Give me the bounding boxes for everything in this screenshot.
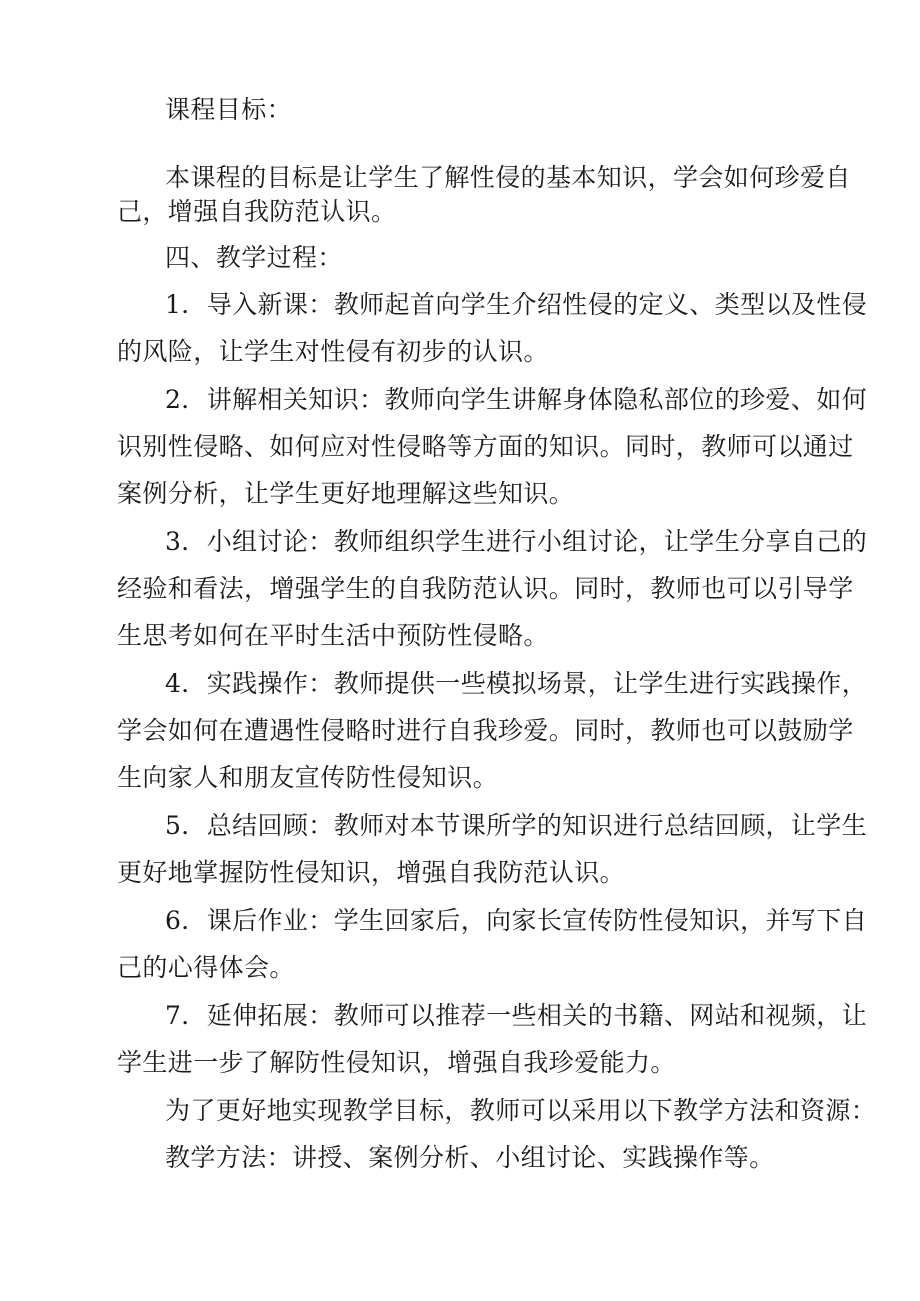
step-6-line: 6．课后作业：学生回家后，向家长宣传防性侵知识，并写下自 — [165, 906, 868, 935]
goal-paragraph-line: 本课程的目标是让学生了解性侵的基本知识，学会如何珍爱自 — [165, 163, 851, 192]
step-3-line: 生思考如何在平时生活中预防性侵略。 — [117, 621, 549, 650]
methods-intro: 为了更好地实现教学目标，教师可以采用以下教学方法和资源： — [165, 1096, 877, 1125]
heading-course-goal: 课程目标： — [165, 95, 293, 124]
goal-paragraph-line: 己，增强自我防范认识。 — [117, 197, 397, 226]
step-1-line: 1．导入新课：教师起首向学生介绍性侵的定义、类型以及性侵 — [165, 290, 868, 319]
step-4-line: 生向家人和朋友宣传防性侵知识。 — [117, 763, 499, 792]
step-6-line: 己的心得体会。 — [117, 953, 295, 982]
step-2-line: 案例分析，让学生更好地理解这些知识。 — [117, 479, 575, 508]
step-7-line: 7．延伸拓展：教师可以推荐一些相关的书籍、网站和视频，让 — [165, 1001, 868, 1030]
step-5-line: 更好地掌握防性侵知识，增强自我防范认识。 — [117, 858, 626, 887]
step-2-line: 2．讲解相关知识：教师向学生讲解身体隐私部位的珍爱、如何 — [165, 385, 868, 414]
step-3-line: 经验和看法，增强学生的自我防范认识。同时，教师也可以引导学 — [117, 574, 854, 603]
step-4-line: 学会如何在遭遇性侵略时进行自我珍爱。同时，教师也可以鼓励学 — [117, 716, 854, 745]
step-7-line: 学生进一步了解防性侵知识，增强自我珍爱能力。 — [117, 1048, 676, 1077]
step-5-line: 5．总结回顾：教师对本节课所学的知识进行总结回顾，让学生 — [165, 811, 868, 840]
step-2-line: 识别性侵略、如何应对性侵略等方面的知识。同时，教师可以通过 — [117, 432, 854, 461]
methods-list: 教学方法：讲授、案例分析、小组讨论、实践操作等。 — [165, 1143, 775, 1172]
step-1-line: 的风险，让学生对性侵有初步的认识。 — [117, 337, 549, 366]
step-3-line: 3．小组讨论：教师组织学生进行小组讨论，让学生分享自己的 — [165, 527, 868, 556]
step-4-line: 4．实践操作：教师提供一些模拟场景，让学生进行实践操作， — [165, 669, 868, 698]
section-heading-teaching-process: 四、教学过程： — [165, 243, 343, 272]
